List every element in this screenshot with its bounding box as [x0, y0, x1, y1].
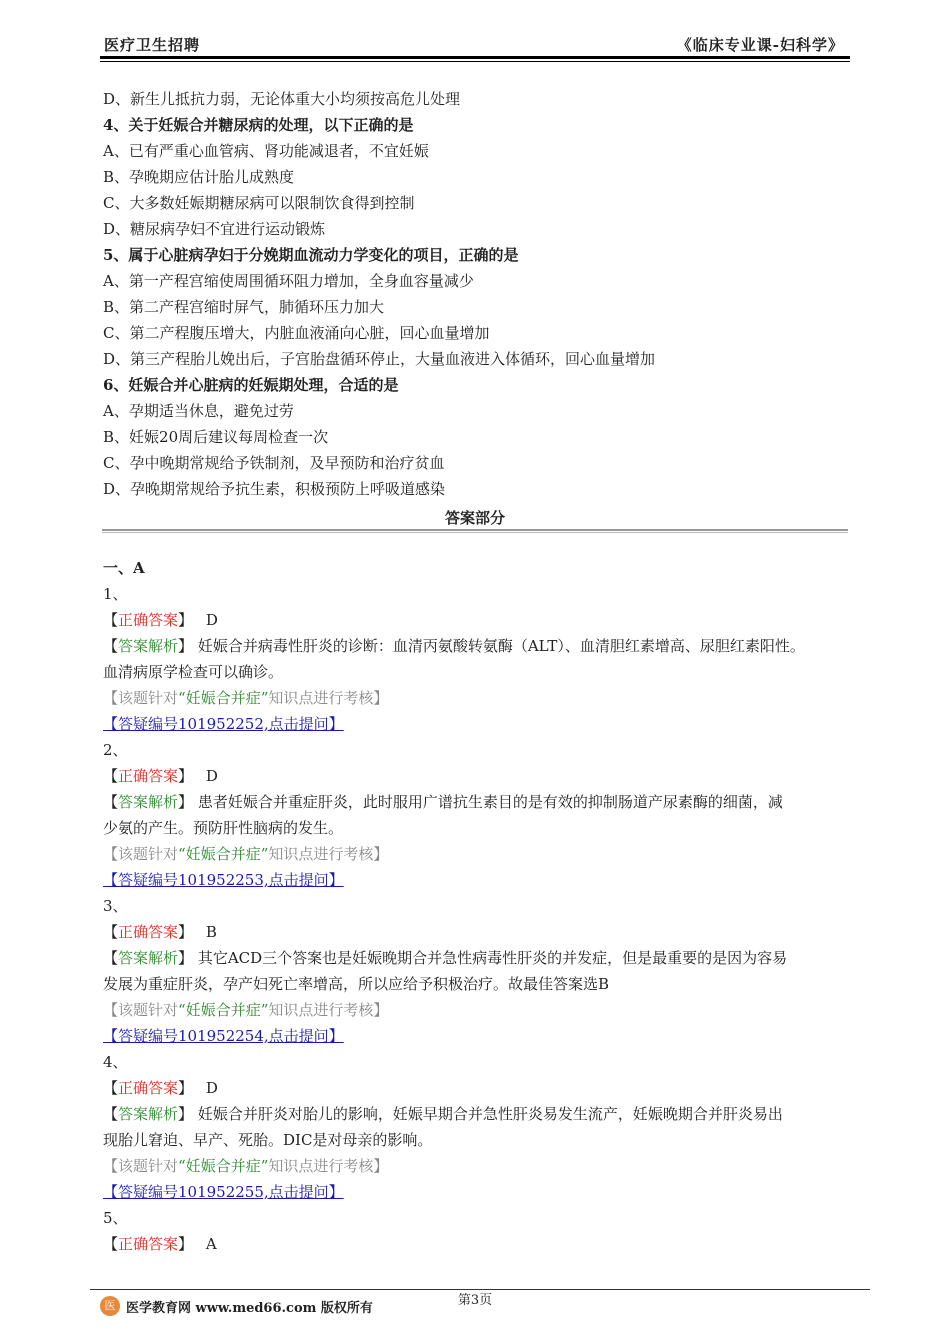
answer-number: 5、 [103, 1209, 128, 1227]
page-header [100, 30, 850, 56]
note-prefix: 该题针对 [118, 1001, 179, 1019]
analysis-text-cont: 发展为重症肝炎，孕产妇死亡率增高，所以应给予积极治疗。故最佳答案选B [103, 975, 610, 993]
knowledge-note: 【该题针对“妊娠合并症”知识点进行考核】 [103, 1157, 389, 1175]
analysis-row: 【答案解析】 其它ACD三个答案也是妊娠晚期合并急性病毒性肝炎的并发症，但是最重要的是因为容易 [103, 949, 788, 967]
ask-question-link[interactable]: 【答疑编号101952254,点击提问】 [103, 1027, 344, 1045]
question-option: A、孕期适当休息，避免过劳 [103, 402, 294, 420]
note-topic: “妊娠合并症” [178, 1001, 269, 1019]
question-option: C、孕中晚期常规给予铁制剂，及早预防和治疗贫血 [103, 454, 445, 472]
brand-logo-icon: 医 [100, 1296, 120, 1316]
footer-brand: 医学教育网 www.med66.com 版权所有 [126, 1301, 373, 1316]
header-left-title: 医疗卫生招聘 [104, 36, 201, 54]
note-suffix: 知识点进行考核 [268, 1157, 374, 1175]
correct-answer-row: 【正确答案】 D [103, 611, 218, 629]
page-number: 第3页 [457, 1293, 493, 1308]
note-topic: “妊娠合并症” [178, 689, 269, 707]
answer-number: 1、 [103, 585, 128, 603]
ask-question-link[interactable]: 【答疑编号101952255,点击提问】 [103, 1183, 344, 1201]
question-option: D、第三产程胎儿娩出后，子宫胎盘循环停止，大量血液进入体循环，回心血量增加 [103, 350, 656, 368]
analysis-row: 【答案解析】 妊娠合并肝炎对胎儿的影响，妊娠早期合并急性肝炎易发生流产，妊娠晚期合并肝炎易出 [103, 1105, 783, 1123]
correct-answer-value: A [205, 1235, 217, 1253]
question-stem: 5、属于心脏病孕妇于分娩期血流动力学变化的项目，正确的是 [103, 246, 519, 264]
analysis-text-cont: 现胎儿窘迫、早产、死胎。DIC是对母亲的影响。 [103, 1131, 433, 1149]
correct-answer-row: 【正确答案】 A [103, 1235, 217, 1253]
ask-question-link[interactable]: 【答疑编号101952252,点击提问】 [103, 715, 344, 733]
question-option: B、妊娠20周后建议每周检查一次 [103, 428, 329, 446]
correct-label: 正确答案 [118, 1235, 179, 1253]
question-option: B、第二产程宫缩时屏气，肺循环压力加大 [103, 298, 385, 316]
question-option: D、糖尿病孕妇不宜进行运动锻炼 [103, 220, 326, 238]
note-topic: “妊娠合并症” [178, 1157, 269, 1175]
correct-answer-value: B [205, 923, 217, 941]
note-prefix: 该题针对 [118, 689, 179, 707]
analysis-text-cont: 少氨的产生。预防肝性脑病的发生。 [103, 819, 344, 837]
ask-question-link[interactable]: 【答疑编号101952253,点击提问】 [103, 871, 344, 889]
analysis-row: 【答案解析】 患者妊娠合并重症肝炎，此时服用广谱抗生素目的是有效的抑制肠道产尿素酶的细菌，减 [103, 793, 783, 811]
question-option: C、第二产程腹压增大，内脏血液涌向心脏，回心血量增加 [103, 324, 490, 342]
analysis-text: 妊娠合并病毒性肝炎的诊断：血清丙氨酸转氨酶（ALT）、血清胆红素增高、尿胆红素阳性。 [197, 637, 805, 655]
analysis-label: 答案解析 [118, 949, 179, 967]
correct-label: 正确答案 [118, 1079, 179, 1097]
analysis-text: 妊娠合并肝炎对胎儿的影响，妊娠早期合并急性肝炎易发生流产，妊娠晚期合并肝炎易出 [197, 1105, 783, 1123]
header-right-title: 《临床专业课-妇科学》 [676, 36, 844, 54]
question-option: A、已有严重心血管病、肾功能减退者，不宜妊娠 [103, 142, 429, 160]
header-rule [100, 56, 850, 59]
note-topic: “妊娠合并症” [178, 845, 269, 863]
analysis-text: 患者妊娠合并重症肝炎，此时服用广谱抗生素目的是有效的抑制肠道产尿素酶的细菌，减 [197, 793, 783, 811]
knowledge-note: 【该题针对“妊娠合并症”知识点进行考核】 [103, 845, 389, 863]
answer-number: 4、 [103, 1053, 128, 1071]
correct-answer-row: 【正确答案】 D [103, 767, 218, 785]
analysis-text-cont: 血清病原学检查可以确诊。 [103, 663, 284, 681]
correct-answer-value: D [205, 767, 218, 785]
question-line: D、新生儿抵抗力弱，无论体重大小均须按高危儿处理 [103, 90, 461, 108]
analysis-label: 答案解析 [118, 637, 179, 655]
analysis-row: 【答案解析】 妊娠合并病毒性肝炎的诊断：血清丙氨酸转氨酶（ALT）、血清胆红素增高、尿胆红素阳性。 [103, 637, 805, 655]
correct-answer-value: D [205, 1079, 218, 1097]
answers-rule [102, 529, 848, 531]
note-suffix: 知识点进行考核 [268, 845, 374, 863]
question-option: B、孕晚期应估计胎儿成熟度 [103, 168, 295, 186]
note-prefix: 该题针对 [118, 1157, 179, 1175]
knowledge-note: 【该题针对“妊娠合并症”知识点进行考核】 [103, 1001, 389, 1019]
correct-answer-value: D [205, 611, 218, 629]
analysis-text: 其它ACD三个答案也是妊娠晚期合并急性病毒性肝炎的并发症，但是最重要的是因为容易 [197, 949, 788, 967]
question-stem: 4、关于妊娠合并糖尿病的处理，以下正确的是 [103, 116, 414, 134]
correct-answer-row: 【正确答案】 B [103, 923, 217, 941]
knowledge-note: 【该题针对“妊娠合并症”知识点进行考核】 [103, 689, 389, 707]
correct-label: 正确答案 [118, 611, 179, 629]
analysis-label: 答案解析 [118, 793, 179, 811]
question-option: D、孕晚期常规给予抗生素，积极预防上呼吸道感染 [103, 480, 446, 498]
correct-answer-row: 【正确答案】 D [103, 1079, 218, 1097]
correct-label: 正确答案 [118, 767, 179, 785]
note-prefix: 该题针对 [118, 845, 179, 863]
header-rule-thin [100, 61, 850, 62]
question-stem: 6、妊娠合并心脏病的妊娠期处理，合适的是 [103, 376, 399, 394]
question-option: A、第一产程宫缩使周围循环阻力增加，全身血容量减少 [103, 272, 474, 290]
answers-title: 答案部分 [444, 509, 505, 527]
answers-section: 一、A [103, 559, 145, 577]
correct-label: 正确答案 [118, 923, 179, 941]
answers-rule-thin [102, 532, 848, 533]
answer-number: 2、 [103, 741, 128, 759]
note-suffix: 知识点进行考核 [268, 689, 374, 707]
analysis-label: 答案解析 [118, 1105, 179, 1123]
question-option: C、大多数妊娠期糖尿病可以限制饮食得到控制 [103, 194, 415, 212]
answer-number: 3、 [103, 897, 128, 915]
note-suffix: 知识点进行考核 [268, 1001, 374, 1019]
